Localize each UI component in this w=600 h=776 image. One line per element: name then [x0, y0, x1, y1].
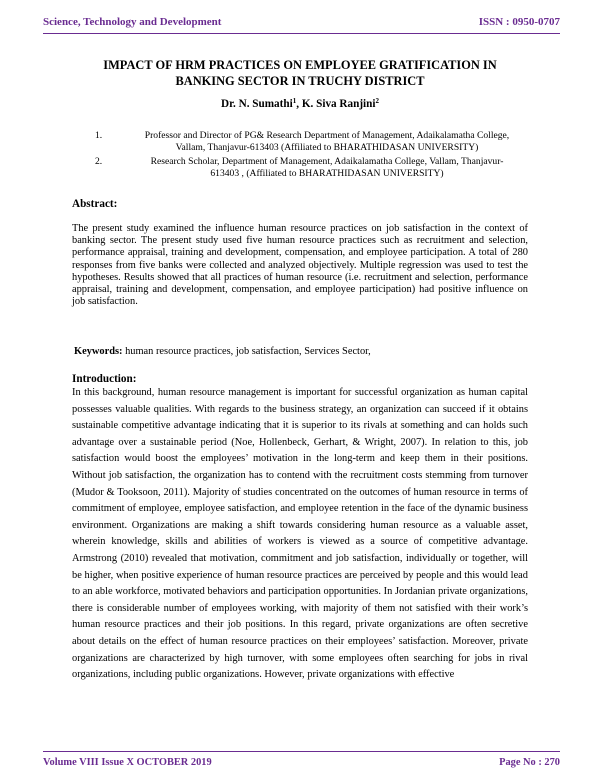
affiliation-2-number: 2. [95, 156, 103, 167]
page-number: Page No : 270 [499, 757, 560, 768]
header-rule [43, 33, 560, 34]
footer-rule [43, 751, 560, 752]
running-footer [43, 757, 560, 771]
keywords-label: Keywords: [74, 346, 123, 357]
affiliation-1-number: 1. [95, 130, 103, 141]
introduction-heading: Introduction: [72, 373, 137, 385]
title-line-1: IMPACT OF HRM PRACTICES ON EMPLOYEE GRATIFICATION IN [103, 58, 497, 72]
journal-name: Science, Technology and Development [43, 16, 222, 28]
author-2: K. Siva Ranjini [301, 98, 376, 110]
author-separator: , [296, 98, 302, 110]
abstract-heading: Abstract: [72, 198, 118, 210]
author-1-sup: 1 [292, 97, 297, 105]
affiliation-1 [95, 130, 540, 154]
running-header [43, 16, 560, 32]
keywords-text: human resource practices, job satisfaction, Services Sector, [122, 346, 371, 357]
introduction-body: In this background, human resource management is important for successful organization as human capital possesses valuable qualities. With regards to the business strategy, an organization can succeed if it obtains sustainable competitive advantage indicating that it is superior to its rivals at something and can holds such advantage over a sustainable period (Noe, Hollenbeck, Gerhart, & Wright, 2007). In relation to this, job satisfaction would boost the employees’ motivation in the long-term and keep them in their positions. Without job satisfaction, the organization has to contend with the recruitment costs stemming from turnover (Mudor & Tooksoon, 2011). Majority of studies concentrated on the outcomes of human resource in terms of commitment of employee, employee satisfaction, and employee retention in the face of the dynamic business environment. Organizations are making a shift towards considering human resource as a valuable asset, wherein knowledge, skills and abilities of workers is viewed as a source of competitive advantage. Armstrong (2010) revealed that motivation, commitment and job satisfaction, individually or together, will be higher, when positive experience of human resource practices are perceived by people and this would lead to an able workforce, motivated behaviors and participation opportunities. In Jordanian private organizations, there is considerable number of employees working, with majority of them not satisfied with their work’s human resource practices and their job positions. In this regard, private organizations are often secretive about details on the effect of human resource practices on their employees’ satisfaction. Moreover, private organizations are characterized by high turnover, with some employees often searching for jobs in rival organizations, including public organizations. However, private organizations with effective [72, 387, 528, 681]
affiliation-2 [95, 156, 540, 180]
title-line-2: BANKING SECTOR IN TRUCHY DISTRICT [175, 74, 425, 88]
paper-title [60, 57, 540, 89]
author-1: Dr. N. Sumathi [221, 98, 293, 110]
abstract-body: The present study examined the influence human resource practices on job satisfaction in the context of banking sector. The present study used five human resource practices such as recruitment and selection, performance appraisal, training and development, compensation, and employee participation. A total of 280 responses from five banks were collected and analyzed objectively. Multiple regression was used to test the hypotheses. Results showed that all practices of human resource (i.e. recruitment and selection, performance appraisal, training and development, compensation, and employee participation) had positive influence on job satisfaction. [72, 223, 528, 308]
author-list [0, 97, 600, 110]
issn-label: ISSN : 0950-0707 [478, 16, 560, 28]
affiliation-1-line-2: Vallam, Thanjavur-613403 (Affiliated to BHARATHIDASAN UNIVERSITY) [175, 142, 479, 153]
affiliation-1-line-1: Professor and Director of PG& Research Department of Management, Adaikalamatha College, [144, 130, 510, 141]
volume-issue: Volume VIII Issue X OCTOBER 2019 [43, 757, 212, 768]
affiliation-2-line-1: Research Scholar, Department of Management, Adaikalamatha College, Vallam, Thanjavur- [150, 156, 504, 167]
author-2-sup: 2 [375, 97, 379, 105]
affiliation-2-line-2: 613403 , (Affiliated to BHARATHIDASAN UNIVERSITY) [210, 168, 444, 179]
keywords [74, 346, 528, 357]
